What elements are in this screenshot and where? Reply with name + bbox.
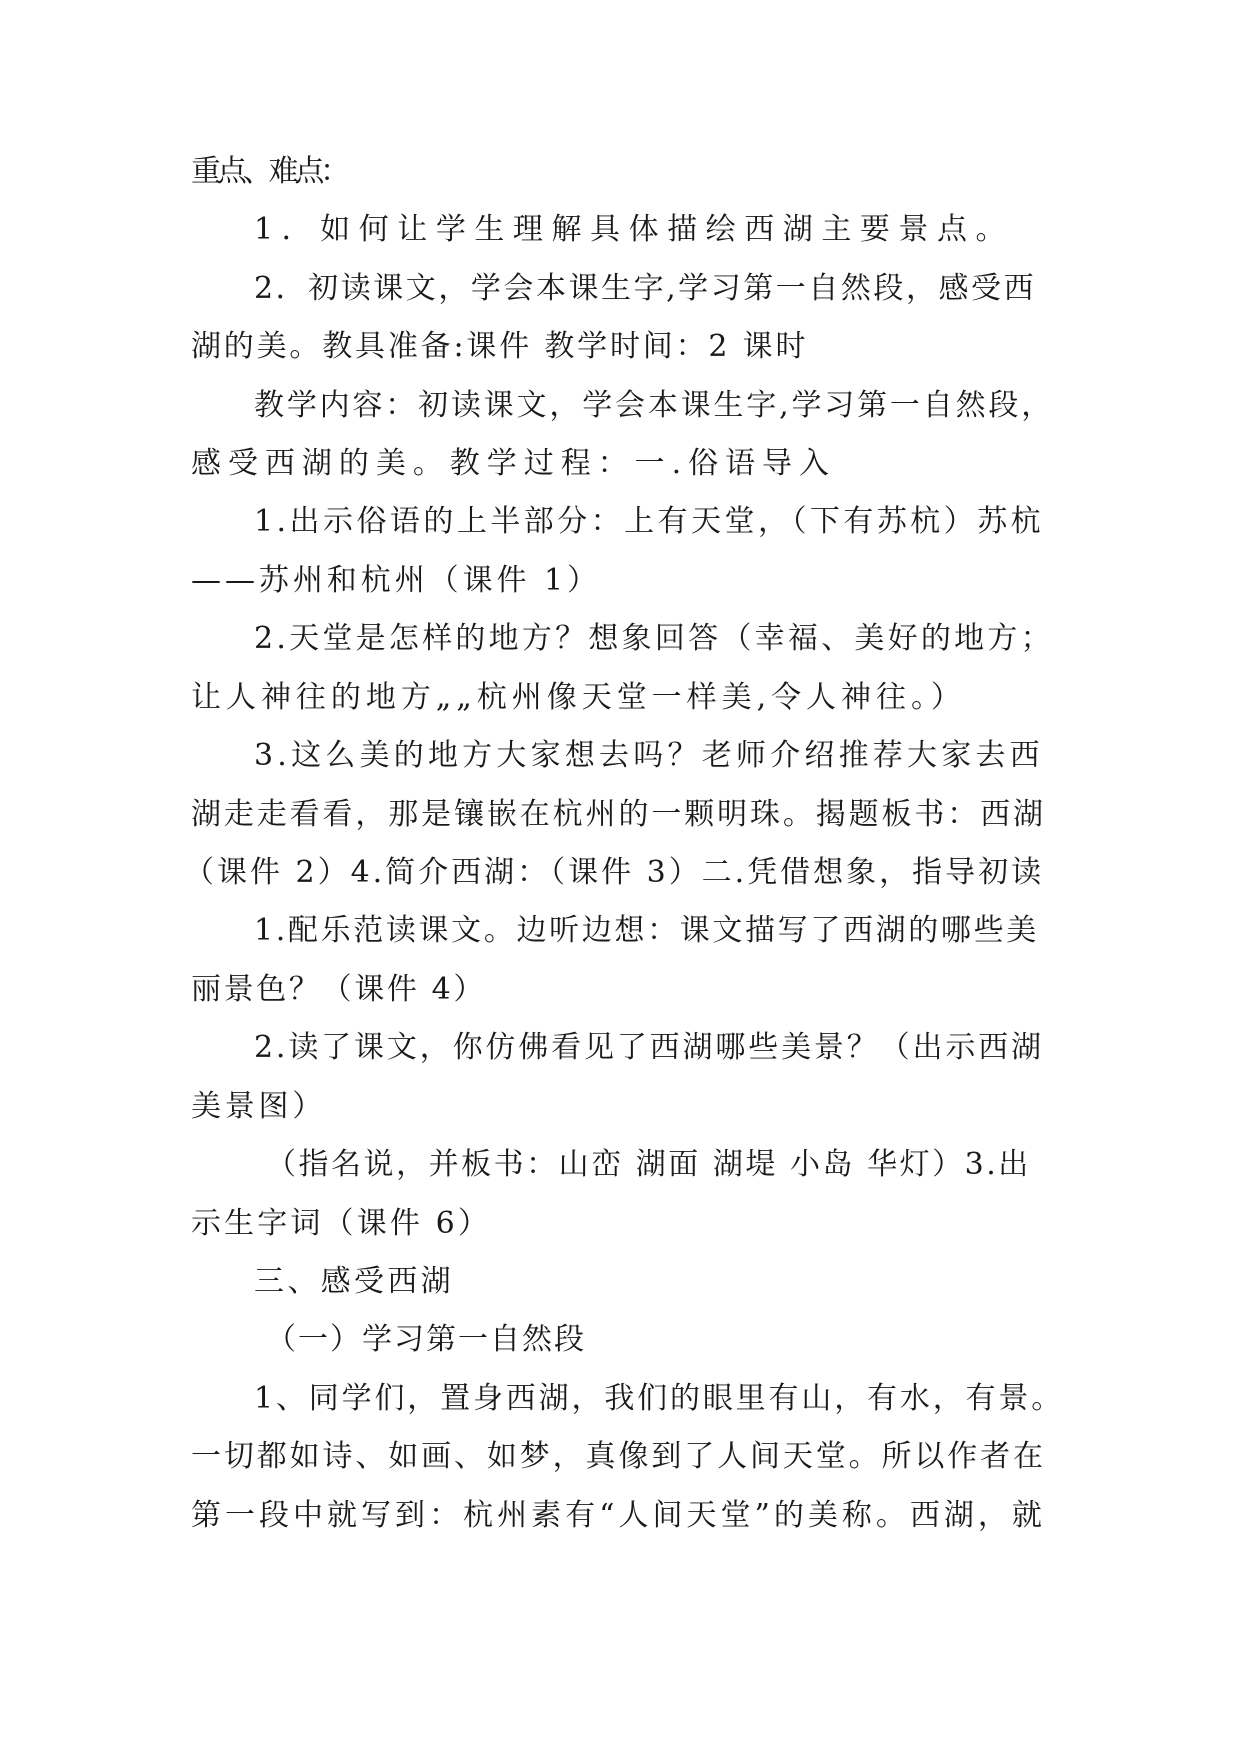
text-line: 2.天堂是怎样的地方？想象回答（幸福、美好的地方；	[254, 621, 1054, 656]
text-line: 重点、难点：	[191, 154, 346, 189]
text-line: 教学内容：初读课文，学会本课生字,学习第一自然段，	[254, 388, 1055, 423]
text-line: 1.出示俗语的上半部分：上有天堂，（下有苏杭）苏杭	[254, 504, 1045, 539]
text-line: 3.这么美的地方大家想去吗？老师介绍推荐大家去西	[254, 738, 1044, 773]
text-line: 2．初读课文，学会本课生字,学习第一自然段，感受西	[254, 271, 1037, 306]
text-line: 让人神往的地方„„杭州像天堂一样美,令人神往。）	[191, 680, 966, 715]
text-line: ——苏州和杭州（课件 1）	[191, 563, 601, 598]
text-line: 感受西湖的美。教学过程：一.俗语导入	[191, 446, 836, 481]
text-line: 丽景色？（课件 4）	[191, 972, 487, 1007]
text-line: 湖的美。教具准备:课件 教学时间：2 课时	[191, 329, 809, 364]
text-line: 美景图）	[191, 1089, 326, 1124]
text-line: 示生字词（课件 6）	[191, 1206, 492, 1241]
text-line: 1.配乐范读课文。边听边想：课文描写了西湖的哪些美	[254, 913, 1039, 948]
text-line: 第一段中就写到：杭州素有“人间天堂”的美称。西湖，就	[191, 1498, 1046, 1533]
text-line: 一切都如诗、如画、如梦，真像到了人间天堂。所以作者在	[191, 1439, 1046, 1474]
text-line: （指名说，并板书：山峦 湖面 湖堤 小岛 华灯）3.出	[266, 1147, 1031, 1182]
text-line: （一）学习第一自然段	[266, 1322, 586, 1357]
text-line: 湖走走看看，那是镶嵌在杭州的一颗明珠。揭题板书：西湖	[191, 797, 1046, 832]
text-line: 1、同学们，置身西湖，我们的眼里有山，有水，有景。	[254, 1381, 1065, 1416]
text-line: 1．如何让学生理解具体描绘西湖主要景点。	[254, 212, 1015, 247]
text-line: 2.读了课文，你仿佛看见了西湖哪些美景？（出示西湖	[254, 1030, 1044, 1065]
text-line: （课件 2）4.简介西湖：（课件 3）二.凭借想象，指导初读	[184, 855, 1045, 890]
text-line: 三、感受西湖	[254, 1264, 454, 1299]
